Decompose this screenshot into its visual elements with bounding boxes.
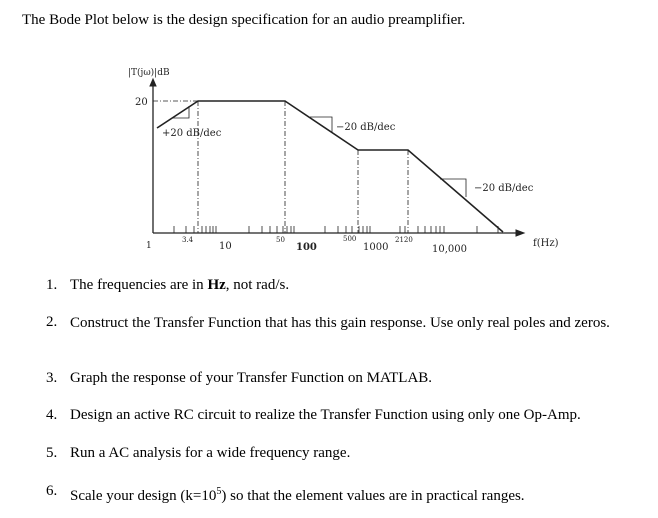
item-number: 6. [46, 483, 58, 499]
item-number: 3. [46, 370, 58, 386]
item-number: 2. [46, 314, 58, 330]
x-tick-500: 500 [343, 235, 357, 243]
item-text: Run a AC analysis for a wide frequency range. [70, 445, 351, 461]
gain-response-line [157, 101, 503, 232]
x-tick-10000: 10,000 [432, 244, 467, 255]
x-tick-3.4: 3.4 [182, 236, 194, 244]
x-tick-1: 1 [146, 241, 152, 251]
item-text: Design an active RC circuit to realize the Transfer Function using only one Op-Amp. [70, 407, 581, 423]
x-axis-label: f(Hz) [533, 238, 559, 249]
item-text: Graph the response of your Transfer Function on MATLAB. [70, 370, 433, 386]
x-axis-arrow [516, 230, 524, 236]
x-tick-50: 50 [276, 236, 285, 244]
y-axis-label: |T(jω)|dB [128, 68, 170, 78]
x-minor-ticks [174, 226, 498, 233]
slope-label-3: −20 dB/dec [474, 183, 534, 194]
slope-label-1: +20 dB/dec [162, 128, 222, 139]
x-tick-100: 100 [296, 242, 317, 253]
x-tick-1000: 1000 [363, 242, 389, 253]
item-number: 1. [46, 277, 58, 293]
item-text: The frequencies are in Hz, not rad/s. [70, 277, 290, 293]
item-number: 5. [46, 445, 58, 461]
item-number: 4. [46, 407, 58, 423]
item-text: Construct the Transfer Function that has this gain response. Use only real poles and zeros. [70, 315, 610, 331]
slope-label-2: −20 dB/dec [336, 122, 396, 133]
y-axis-arrow [150, 79, 156, 86]
intro-text: The Bode Plot below is the design specification for an audio preamplifier. [22, 12, 466, 28]
x-tick-2120: 2120 [395, 236, 413, 244]
y-tick-20: 20 [135, 97, 148, 108]
corner-guides [198, 101, 408, 233]
item-text: Scale your design $(k=10^5)$ so that the element values are in practical ranges. [70, 486, 525, 504]
x-tick-10: 10 [219, 241, 232, 252]
